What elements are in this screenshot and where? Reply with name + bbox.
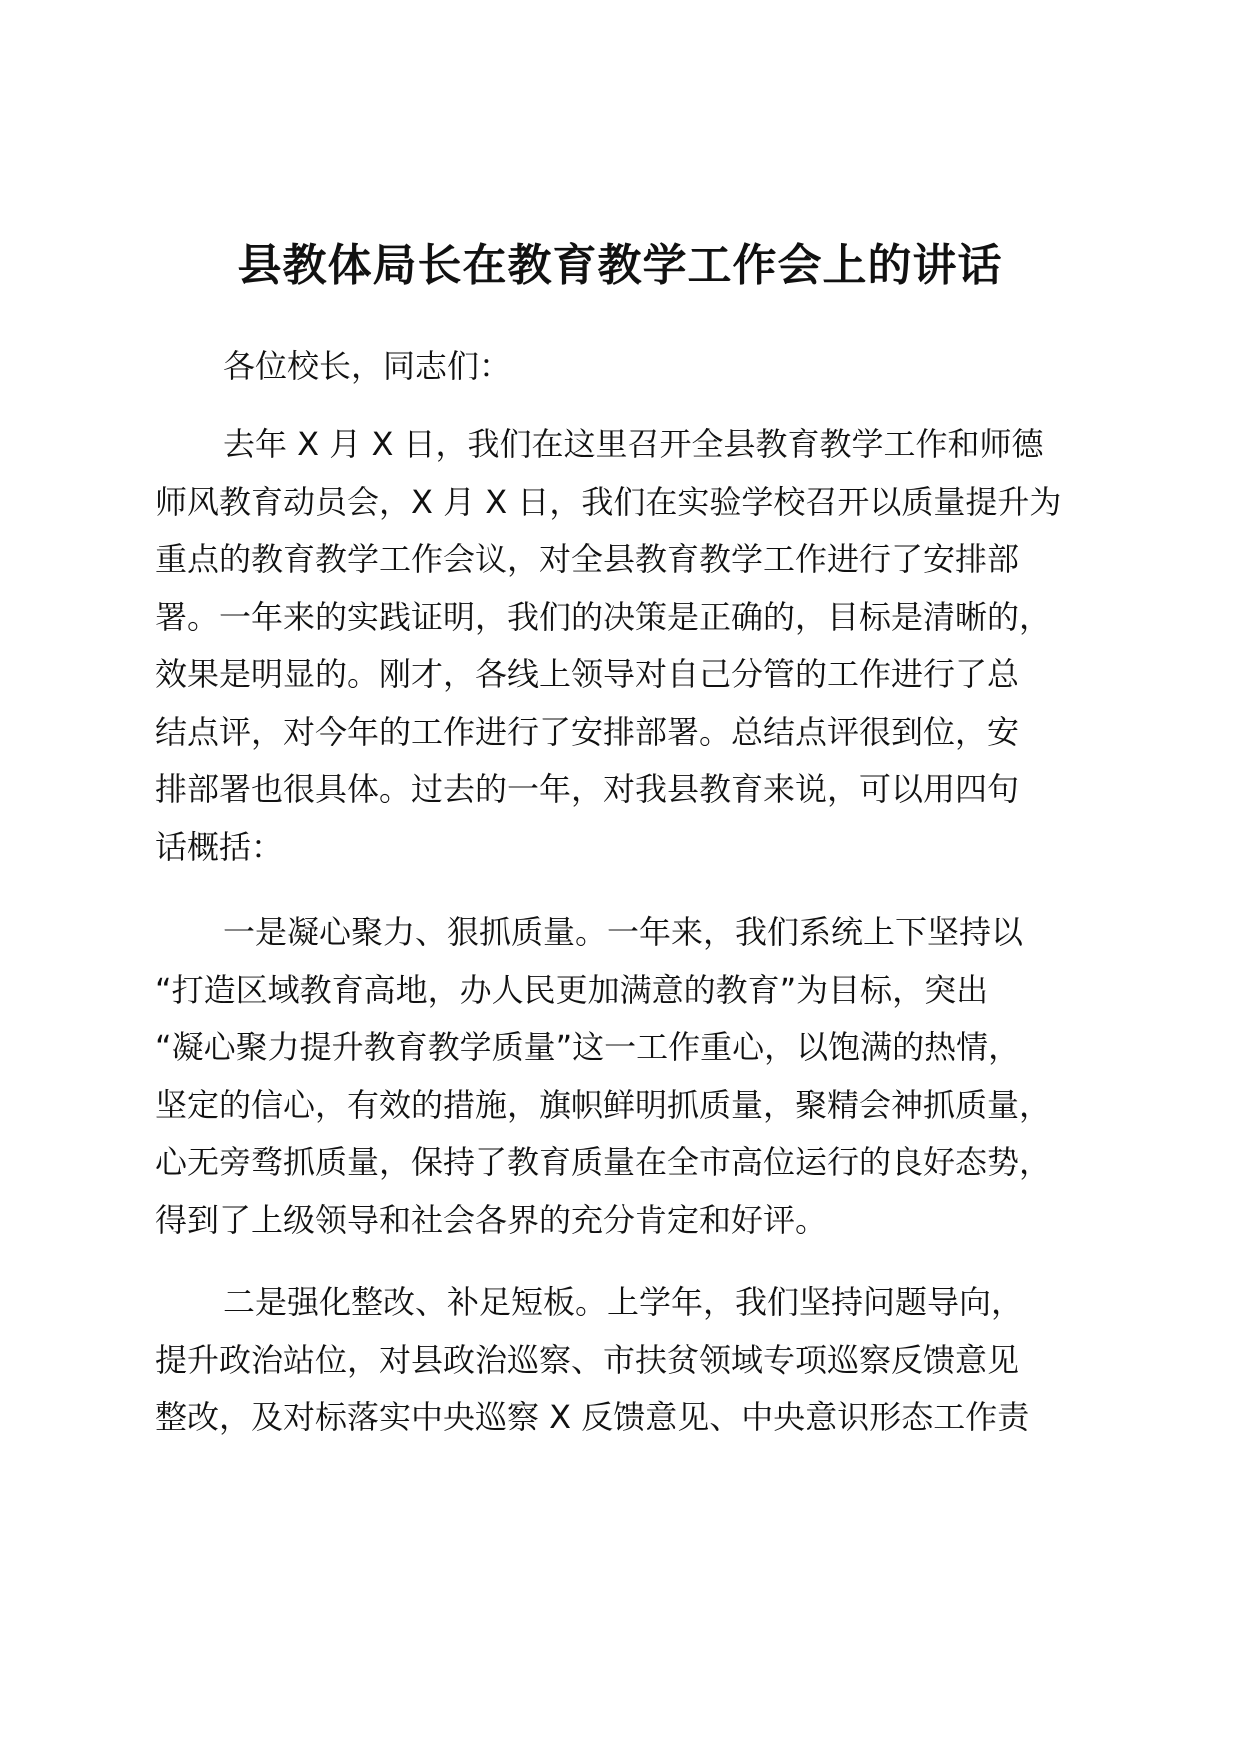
paragraph-1: [155, 416, 1115, 876]
document-title: 县教体局长在教育教学工作会上的讲话: [237, 240, 1003, 291]
paragraph-line: 整改，及对标落实中央巡察 X 反馈意见、中央意识形态工作责: [155, 1398, 1030, 1436]
paragraph-2: [155, 904, 1115, 1249]
paragraph-line: 重点的教育教学工作会议，对全县教育教学工作进行了安排部: [155, 540, 1020, 578]
paragraph-line: 二是强化整改、补足短板。上学年，我们坚持问题导向，: [223, 1283, 1024, 1321]
greeting-line: 各位校长，同志们：: [223, 347, 512, 385]
paragraph-3: [155, 1274, 1115, 1447]
paragraph-line: 效果是明显的。刚才，各线上领导对自己分管的工作进行了总: [155, 655, 1020, 693]
paragraph-line: 署。一年来的实践证明，我们的决策是正确的，目标是清晰的，: [155, 597, 1052, 636]
paragraph-line: 排部署也很具体。过去的一年，对我县教育来说，可以用四句: [155, 770, 1020, 808]
paragraph-line: 话概括：: [155, 827, 284, 866]
paragraph-line: 提升政治站位，对县政治巡察、市扶贫领域专项巡察反馈意见: [155, 1340, 1020, 1379]
paragraph-line: “打造区域教育高地，办人民更加满意的教育”为目标，突出: [155, 970, 989, 1009]
paragraph-line: 结点评，对今年的工作进行了安排部署。总结点评很到位，安: [155, 712, 1020, 751]
paragraph-line: 得到了上级领导和社会各界的充分肯定和好评。: [155, 1200, 828, 1239]
paragraph-line: 坚定的信心，有效的措施，旗帜鲜明抓质量，聚精会神抓质量，: [155, 1085, 1052, 1124]
paragraph-line: 去年 X 月 X 日，我们在这里召开全县教育教学工作和师德: [223, 425, 1044, 463]
greeting-paragraph: [155, 334, 1115, 399]
paragraph-line: “凝心聚力提升教育教学质量”这一工作重心，以饱满的热情，: [155, 1028, 1021, 1066]
paragraph-line: 师风教育动员会，X 月 X 日，我们在实验学校召开以质量提升为: [155, 482, 1062, 521]
paragraph-line: 一是凝心聚力、狠抓质量。一年来，我们系统上下坚持以: [223, 913, 1024, 951]
paragraph-line: 心无旁骛抓质量，保持了教育质量在全市高位运行的良好态势，: [155, 1143, 1052, 1181]
